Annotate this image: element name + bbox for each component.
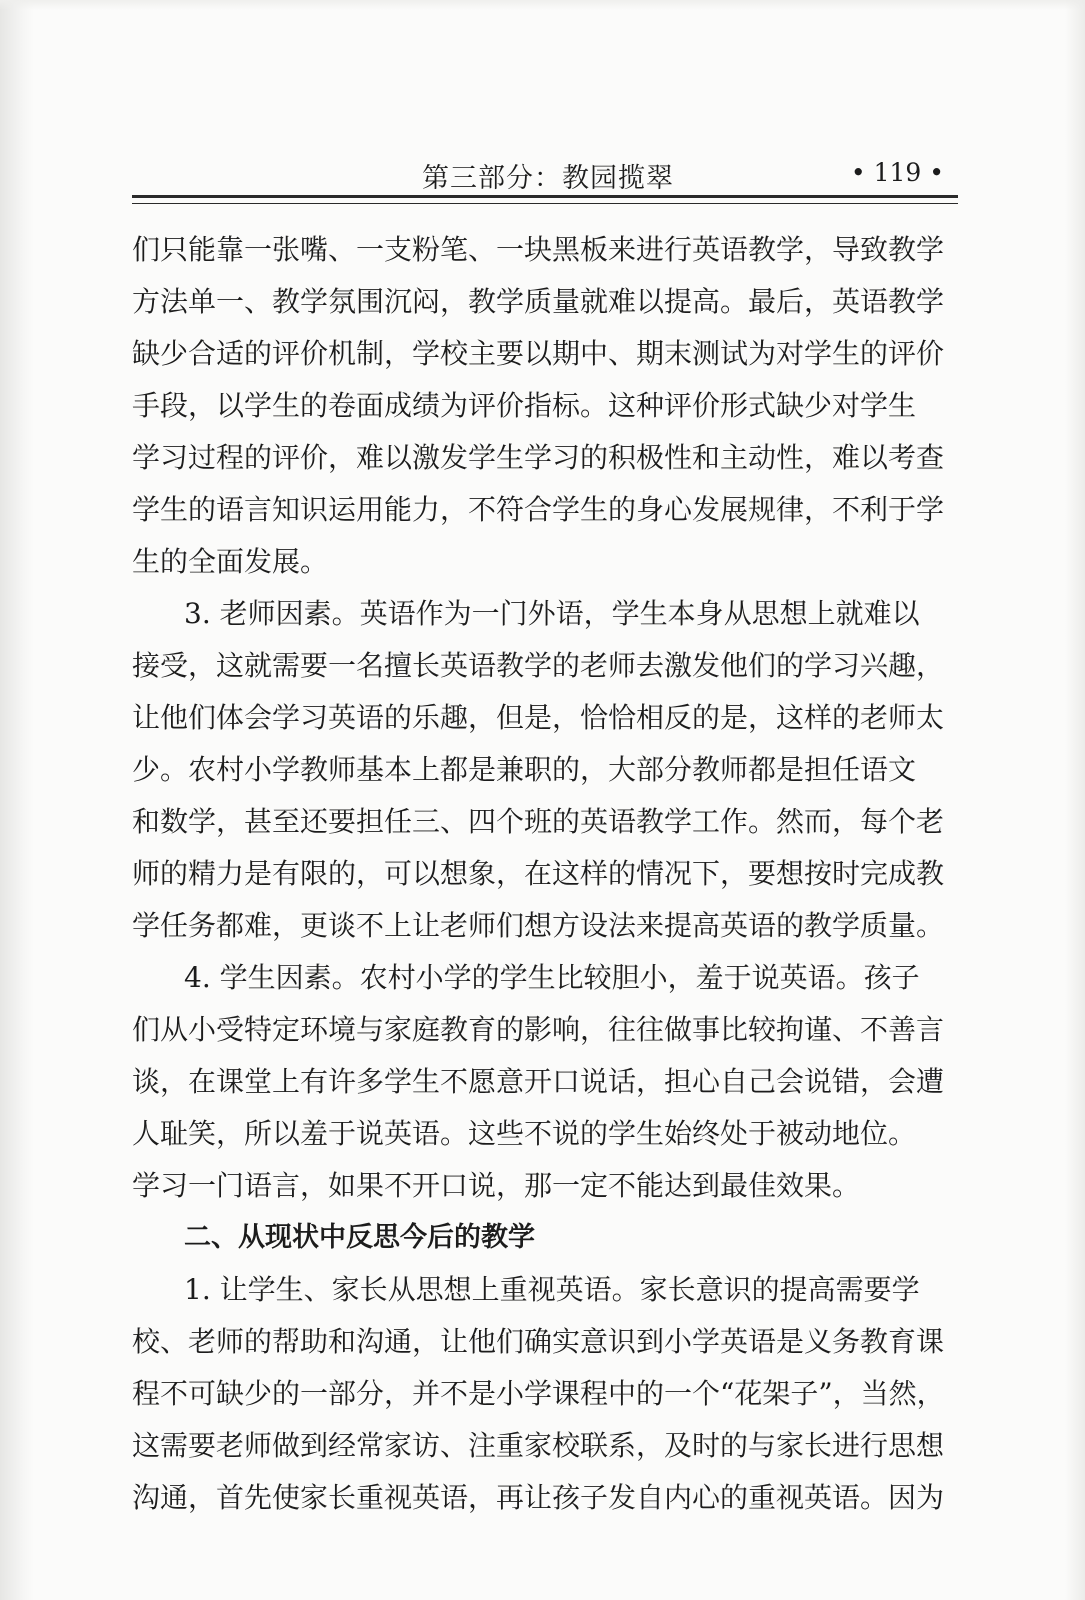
text-line: 校、老师的帮助和沟通，让他们确实意识到小学英语是义务教育课 bbox=[132, 1325, 945, 1358]
text-line: 们从小受特定环境与家庭教育的影响，往往做事比较拘谨、不善言 bbox=[132, 1013, 945, 1046]
text-line: 接受，这就需要一名擅长英语教学的老师去激发他们的学习兴趣， bbox=[132, 649, 945, 682]
text-line: 学习过程的评价，难以激发学生学习的积极性和主动性，难以考查 bbox=[132, 441, 945, 474]
text-line: 沟通，首先使家长重视英语，再让孩子发自内心的重视英语。因为 bbox=[132, 1481, 945, 1514]
header-rule-thin bbox=[132, 203, 958, 204]
text-line: 和数学，甚至还要担任三、四个班的英语教学工作。然而，每个老 bbox=[132, 805, 945, 838]
text-line: 少。农村小学教师基本上都是兼职的，大部分教师都是担任语文 bbox=[132, 753, 917, 786]
text-line: 这需要老师做到经常家访、注重家校联系，及时的与家长进行思想 bbox=[132, 1429, 945, 1462]
text-line: 学任务都难，更谈不上让老师们想方设法来提高英语的教学质量。 bbox=[132, 909, 945, 942]
header-title: 第三部分：教园揽翠 bbox=[422, 163, 674, 194]
paragraph-first-line: 3. 老师因素。英语作为一门外语，学生本身从思想上就难以 bbox=[184, 597, 920, 630]
body-text bbox=[132, 224, 958, 1524]
page-gutter-shadow bbox=[0, 0, 34, 1600]
text-line: 们只能靠一张嘴、一支粉笔、一块黑板来进行英语教学，导致教学 bbox=[132, 233, 945, 266]
page-number: • 119 • bbox=[850, 158, 944, 187]
paragraph-first-line: 1. 让学生、家长从思想上重视英语。家长意识的提高需要学 bbox=[184, 1273, 920, 1306]
header-rule-thick bbox=[132, 195, 958, 198]
text-line: 人耻笑，所以羞于说英语。这些不说的学生始终处于被动地位。 bbox=[132, 1117, 917, 1150]
text-line: 缺少合适的评价机制，学校主要以期中、期末测试为对学生的评价 bbox=[132, 337, 945, 370]
text-line: 谈，在课堂上有许多学生不愿意开口说话，担心自己会说错，会遭 bbox=[132, 1065, 945, 1098]
running-header bbox=[132, 150, 958, 196]
text-line: 方法单一、教学氛围沉闷，教学质量就难以提高。最后，英语教学 bbox=[132, 285, 945, 318]
text-line: 让他们体会学习英语的乐趣，但是，恰恰相反的是，这样的老师太 bbox=[132, 701, 945, 734]
text-line: 程不可缺少的一部分，并不是小学课程中的一个“花架子”，当然， bbox=[132, 1377, 945, 1410]
text-line: 手段，以学生的卷面成绩为评价指标。这种评价形式缺少对学生 bbox=[132, 389, 917, 422]
text-line: 师的精力是有限的，可以想象，在这样的情况下，要想按时完成教 bbox=[132, 857, 945, 890]
page-top-edge bbox=[0, 0, 1085, 10]
paragraph-first-line: 4. 学生因素。农村小学的学生比较胆小，羞于说英语。孩子 bbox=[184, 961, 920, 994]
text-line: 学生的语言知识运用能力，不符合学生的身心发展规律，不利于学 bbox=[132, 493, 945, 526]
section-heading: 二、从现状中反思今后的教学 bbox=[184, 1222, 535, 1253]
text-line: 学习一门语言，如果不开口说，那一定不能达到最佳效果。 bbox=[132, 1169, 861, 1202]
page-right-edge bbox=[1065, 0, 1085, 1600]
text-line: 生的全面发展。 bbox=[132, 545, 329, 578]
